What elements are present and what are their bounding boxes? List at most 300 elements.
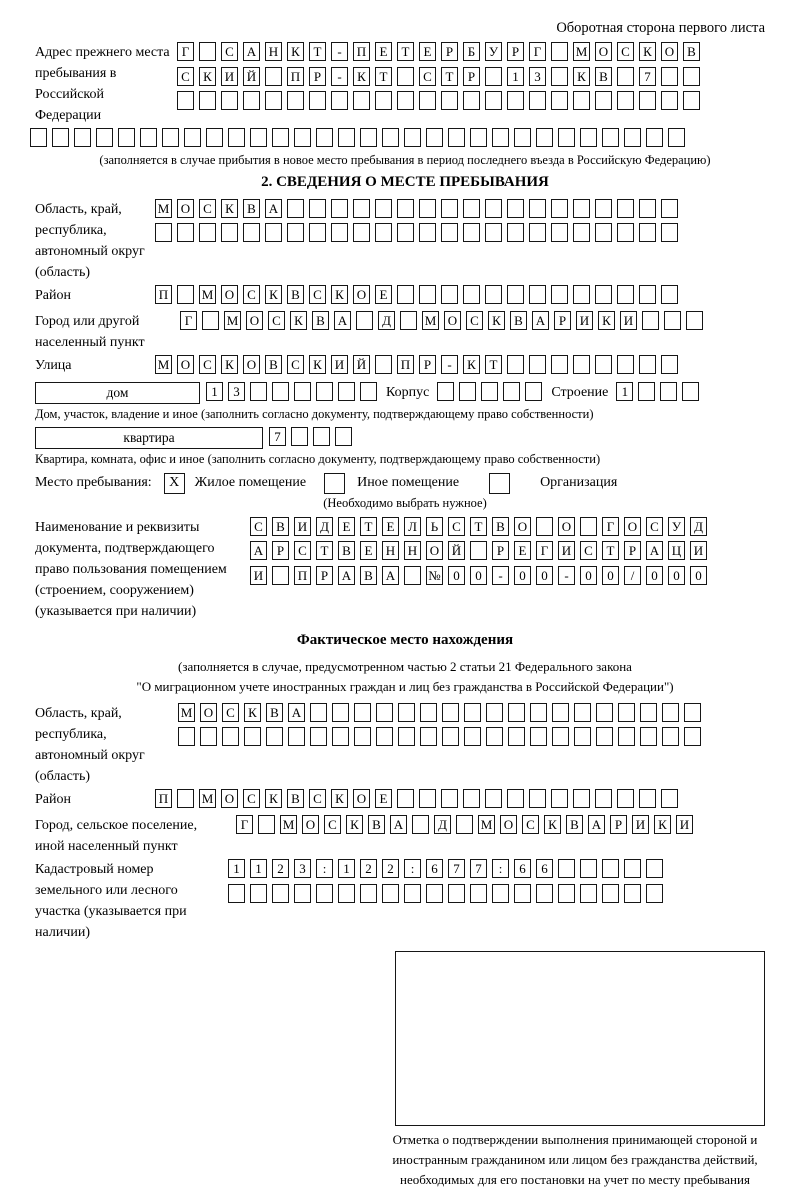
char-cell: [558, 884, 575, 903]
char-cell: В: [287, 789, 304, 808]
char-cell: [404, 566, 421, 585]
char-cell: [492, 128, 509, 147]
street-label: Улица: [35, 358, 72, 373]
char-cell: [573, 91, 590, 110]
char-cell: [463, 789, 480, 808]
house-note: Дом, участок, владение и иное (заполнить согласно документу, подтверждающему право собственности): [35, 406, 594, 421]
char-cell: [206, 128, 223, 147]
char-cell: В: [595, 67, 612, 86]
char-cell: 7: [639, 67, 656, 86]
char-cell: [353, 223, 370, 242]
char-cell: [596, 727, 613, 746]
prev-address-label: Адрес прежнего места пребывания в Российской Федерации: [35, 45, 170, 123]
char-cell: [272, 884, 289, 903]
char-cell: [661, 91, 678, 110]
actual-region-label: Область, край, республика, автономный округ (область): [35, 705, 145, 784]
char-cell: К: [639, 42, 656, 61]
char-cell: [529, 789, 546, 808]
char-cell: Е: [375, 789, 392, 808]
char-cell: А: [250, 541, 267, 560]
actual-city-label: Город, сельское поселение, иной населенный пункт: [35, 818, 198, 854]
char-cell: [485, 199, 502, 218]
confirmation-stamp-box: [395, 951, 765, 1126]
char-grid-row: [155, 789, 683, 808]
char-cell: [331, 91, 348, 110]
actual-location-note-2: "О миграционном учете иностранных граждан и лиц без гражданства в Российской Федерации"): [136, 678, 674, 694]
char-cell: К: [265, 285, 282, 304]
stay-type-label: Место пребывания:: [35, 475, 152, 490]
char-cell: Р: [507, 42, 524, 61]
char-cell: [437, 382, 454, 401]
char-cell: [313, 427, 330, 446]
char-cell: -: [331, 42, 348, 61]
char-cell: [617, 199, 634, 218]
field-region: [35, 199, 775, 283]
checkbox-inoe: [324, 473, 345, 494]
char-cell: [294, 382, 311, 401]
char-cell: [178, 727, 195, 746]
char-cell: [514, 128, 531, 147]
prev-address-overflow-row: [30, 128, 775, 147]
char-cell: О: [514, 517, 531, 536]
char-cell: [485, 91, 502, 110]
actual-location-title: Фактическое место нахождения: [296, 631, 514, 648]
char-cell: [595, 91, 612, 110]
char-cell: С: [309, 789, 326, 808]
char-cell: [642, 311, 659, 330]
char-cell: [470, 541, 487, 560]
field-actual-district: [35, 789, 775, 814]
char-cell: [573, 355, 590, 374]
char-cell: [507, 789, 524, 808]
char-cell: В: [360, 566, 377, 585]
char-cell: К: [463, 355, 480, 374]
char-cell: К: [573, 67, 590, 86]
char-cell: Г: [602, 517, 619, 536]
option-organizatsiya-label: Организация: [540, 475, 618, 490]
char-cell: [456, 815, 473, 834]
char-cell: [199, 42, 216, 61]
char-cell: [595, 285, 612, 304]
char-cell: Г: [180, 311, 197, 330]
char-cell: [442, 703, 459, 722]
char-cell: [661, 285, 678, 304]
char-cell: А: [382, 566, 399, 585]
char-cell: [551, 355, 568, 374]
char-cell: [199, 223, 216, 242]
char-cell: [646, 859, 663, 878]
char-cell: В: [510, 311, 527, 330]
char-cell: [294, 128, 311, 147]
char-cell: О: [426, 541, 443, 560]
char-cell: О: [595, 42, 612, 61]
char-cell: И: [676, 815, 693, 834]
char-cell: Р: [309, 67, 326, 86]
char-cell: [30, 128, 47, 147]
field-city: [35, 311, 775, 353]
char-cell: Т: [375, 67, 392, 86]
char-cell: [376, 727, 393, 746]
char-cell: О: [302, 815, 319, 834]
char-cell: [661, 223, 678, 242]
char-cell: [332, 727, 349, 746]
field-document: [35, 517, 775, 622]
char-cell: [662, 703, 679, 722]
char-cell: М: [478, 815, 495, 834]
char-cell: [514, 884, 531, 903]
char-cell: Й: [448, 541, 465, 560]
char-cell: [580, 517, 597, 536]
char-cell: [485, 789, 502, 808]
char-cell: [310, 727, 327, 746]
char-cell: [199, 91, 216, 110]
char-cell: Е: [514, 541, 531, 560]
char-cell: [646, 128, 663, 147]
field-prev-address: [35, 42, 775, 126]
char-cell: П: [294, 566, 311, 585]
char-grid-row: [155, 199, 683, 218]
char-cell: В: [272, 517, 289, 536]
char-cell: В: [312, 311, 329, 330]
char-cell: 7: [448, 859, 465, 878]
field-cadastral: [35, 859, 775, 943]
char-cell: В: [265, 355, 282, 374]
char-cell: [397, 789, 414, 808]
char-cell: Т: [602, 541, 619, 560]
char-cell: К: [598, 311, 615, 330]
char-cell: 6: [426, 859, 443, 878]
char-cell: [686, 311, 703, 330]
char-cell: [398, 727, 415, 746]
char-cell: [426, 128, 443, 147]
char-cell: [420, 703, 437, 722]
char-cell: [683, 91, 700, 110]
char-cell: [243, 223, 260, 242]
char-cell: [52, 128, 69, 147]
char-cell: С: [243, 789, 260, 808]
stay-type-row: [35, 473, 775, 494]
char-cell: [412, 815, 429, 834]
char-cell: 7: [470, 859, 487, 878]
confirmation-caption: Отметка о подтверждении выполнения принимающей стороной и иностранным гражданином или лицом без гражданства действий, необходимых для его постановки на учет по месту пребывания: [392, 1132, 758, 1187]
korpus-label: Корпус: [386, 384, 430, 400]
char-cell: С: [243, 285, 260, 304]
char-cell: О: [243, 355, 260, 374]
char-cell: 1: [507, 67, 524, 86]
char-cell: А: [390, 815, 407, 834]
char-cell: [375, 355, 392, 374]
char-cell: [639, 199, 656, 218]
char-cell: [309, 199, 326, 218]
char-cell: [463, 91, 480, 110]
char-cell: [162, 128, 179, 147]
char-cell: [595, 223, 612, 242]
char-cell: 0: [646, 566, 663, 585]
char-cell: Е: [382, 517, 399, 536]
char-cell: В: [492, 517, 509, 536]
char-cell: [525, 382, 542, 401]
char-cell: М: [155, 199, 172, 218]
char-cell: [177, 91, 194, 110]
char-cell: Т: [485, 355, 502, 374]
checkbox-organizatsiya: [489, 473, 510, 494]
char-cell: [441, 91, 458, 110]
char-cell: [356, 311, 373, 330]
char-cell: [338, 128, 355, 147]
char-cell: 2: [272, 859, 289, 878]
char-cell: [646, 884, 663, 903]
char-cell: [638, 382, 655, 401]
house-row: [35, 382, 775, 404]
char-cell: [200, 727, 217, 746]
char-cell: [375, 91, 392, 110]
char-cell: [222, 727, 239, 746]
char-cell: [684, 703, 701, 722]
char-cell: [668, 128, 685, 147]
char-cell: 7: [269, 427, 286, 446]
char-cell: К: [346, 815, 363, 834]
char-cell: Е: [419, 42, 436, 61]
actual-location-note-1: (заполняется в случае, предусмотренном частью 2 статьи 21 Федерального закона: [178, 658, 632, 674]
char-cell: К: [265, 789, 282, 808]
char-cell: [573, 789, 590, 808]
char-cell: [573, 199, 590, 218]
char-cell: И: [690, 541, 707, 560]
char-grid-row: [250, 566, 712, 585]
char-cell: [309, 223, 326, 242]
stroenie-cells: [616, 382, 704, 401]
stroenie-label: Строение: [551, 384, 609, 400]
char-cell: [508, 727, 525, 746]
char-cell: [96, 128, 113, 147]
char-cell: С: [222, 703, 239, 722]
char-cell: О: [353, 285, 370, 304]
char-cell: [310, 703, 327, 722]
char-cell: Ь: [426, 517, 443, 536]
char-cell: А: [334, 311, 351, 330]
char-cell: И: [331, 355, 348, 374]
checkbox-zhiloe: X: [164, 473, 185, 494]
char-grid-row: [178, 703, 706, 722]
char-cell: [376, 703, 393, 722]
char-cell: Й: [243, 67, 260, 86]
char-cell: [485, 67, 502, 86]
char-cell: Е: [360, 541, 377, 560]
char-cell: [661, 67, 678, 86]
char-cell: [492, 884, 509, 903]
char-grid-row: [228, 859, 668, 878]
char-cell: Р: [441, 42, 458, 61]
char-cell: М: [155, 355, 172, 374]
char-cell: [470, 884, 487, 903]
char-cell: О: [353, 789, 370, 808]
char-cell: [639, 355, 656, 374]
char-cell: С: [294, 541, 311, 560]
char-cell: М: [422, 311, 439, 330]
char-cell: -: [331, 67, 348, 86]
char-cell: О: [661, 42, 678, 61]
char-cell: [442, 727, 459, 746]
char-cell: У: [485, 42, 502, 61]
char-cell: И: [632, 815, 649, 834]
char-cell: 0: [448, 566, 465, 585]
char-cell: [507, 91, 524, 110]
actual-region-grid: [178, 703, 706, 787]
char-cell: Р: [272, 541, 289, 560]
char-cell: [400, 311, 417, 330]
char-cell: [419, 223, 436, 242]
char-cell: Л: [404, 517, 421, 536]
char-cell: [265, 67, 282, 86]
char-cell: Е: [375, 42, 392, 61]
char-cell: [294, 884, 311, 903]
document-label: Наименование и реквизиты документа, подтверждающего право пользования помещением (строением, сооружением) (указывается при наличии): [35, 519, 227, 619]
char-cell: 0: [668, 566, 685, 585]
char-cell: -: [558, 566, 575, 585]
char-cell: [397, 199, 414, 218]
korpus-cells: [437, 382, 547, 401]
char-cell: Р: [316, 566, 333, 585]
char-cell: [552, 727, 569, 746]
field-district: [35, 285, 775, 310]
char-cell: [288, 727, 305, 746]
char-cell: К: [199, 67, 216, 86]
char-cell: [552, 703, 569, 722]
char-cell: [250, 382, 267, 401]
char-cell: [291, 427, 308, 446]
char-cell: [662, 727, 679, 746]
char-cell: Т: [441, 67, 458, 86]
stay-type-note: (Необходимо выбрать нужное): [323, 495, 487, 510]
char-cell: [272, 382, 289, 401]
char-cell: [558, 128, 575, 147]
char-cell: [551, 67, 568, 86]
char-cell: С: [250, 517, 267, 536]
apartment-row: [35, 427, 775, 449]
char-cell: [354, 727, 371, 746]
char-cell: О: [177, 355, 194, 374]
char-cell: Г: [529, 42, 546, 61]
district-label: Район: [35, 287, 71, 303]
char-cell: [221, 223, 238, 242]
char-cell: 0: [536, 566, 553, 585]
char-cell: К: [221, 355, 238, 374]
char-cell: [463, 199, 480, 218]
char-cell: [360, 128, 377, 147]
char-cell: [272, 566, 289, 585]
char-cell: [258, 815, 275, 834]
char-cell: 2: [382, 859, 399, 878]
char-cell: [508, 703, 525, 722]
char-cell: [448, 884, 465, 903]
char-cell: П: [397, 355, 414, 374]
char-cell: К: [331, 789, 348, 808]
char-cell: [309, 91, 326, 110]
char-cell: [397, 285, 414, 304]
char-cell: [602, 884, 619, 903]
char-cell: [551, 91, 568, 110]
char-cell: Д: [316, 517, 333, 536]
char-cell: 1: [338, 859, 355, 878]
char-cell: [536, 128, 553, 147]
char-cell: [221, 91, 238, 110]
char-cell: Т: [360, 517, 377, 536]
char-cell: 1: [250, 859, 267, 878]
char-cell: М: [573, 42, 590, 61]
char-grid-row: [177, 91, 705, 110]
char-cell: Д: [690, 517, 707, 536]
char-cell: [316, 382, 333, 401]
char-cell: [551, 285, 568, 304]
char-cell: 3: [529, 67, 546, 86]
apartment-note: Квартира, комната, офис и иное (заполнить согласно документу, подтверждающему право собственности): [35, 451, 601, 466]
char-cell: [441, 223, 458, 242]
char-cell: [617, 91, 634, 110]
char-cell: К: [488, 311, 505, 330]
char-cell: [639, 285, 656, 304]
actual-district-label: Район: [35, 791, 71, 807]
char-cell: К: [290, 311, 307, 330]
char-cell: Т: [316, 541, 333, 560]
char-cell: [617, 789, 634, 808]
char-cell: [250, 128, 267, 147]
char-cell: [551, 42, 568, 61]
char-cell: [503, 382, 520, 401]
char-cell: [338, 382, 355, 401]
char-cell: [639, 91, 656, 110]
char-cell: [202, 311, 219, 330]
char-cell: С: [646, 517, 663, 536]
char-cell: К: [353, 67, 370, 86]
char-cell: [265, 223, 282, 242]
char-cell: Й: [353, 355, 370, 374]
char-cell: [640, 703, 657, 722]
char-cell: [266, 727, 283, 746]
char-cell: О: [221, 789, 238, 808]
char-cell: [398, 703, 415, 722]
char-cell: А: [243, 42, 260, 61]
char-cell: [624, 859, 641, 878]
char-cell: [481, 382, 498, 401]
document-grid: [250, 517, 712, 622]
char-cell: [420, 727, 437, 746]
char-cell: 1: [228, 859, 245, 878]
region-label: Область, край, республика, автономный округ (область): [35, 201, 145, 280]
char-cell: [661, 199, 678, 218]
char-cell: Г: [536, 541, 553, 560]
char-cell: О: [221, 285, 238, 304]
char-cell: 0: [602, 566, 619, 585]
char-cell: [353, 91, 370, 110]
char-cell: К: [331, 285, 348, 304]
char-cell: [602, 128, 619, 147]
char-cell: [529, 285, 546, 304]
char-cell: [595, 355, 612, 374]
char-cell: [485, 285, 502, 304]
char-cell: [486, 727, 503, 746]
char-cell: Р: [610, 815, 627, 834]
char-cell: И: [294, 517, 311, 536]
char-cell: [360, 382, 377, 401]
char-cell: А: [532, 311, 549, 330]
char-cell: [664, 311, 681, 330]
char-cell: [74, 128, 91, 147]
char-cell: [375, 199, 392, 218]
char-cell: П: [353, 42, 370, 61]
char-cell: [529, 223, 546, 242]
char-cell: 2: [360, 859, 377, 878]
char-cell: [661, 355, 678, 374]
